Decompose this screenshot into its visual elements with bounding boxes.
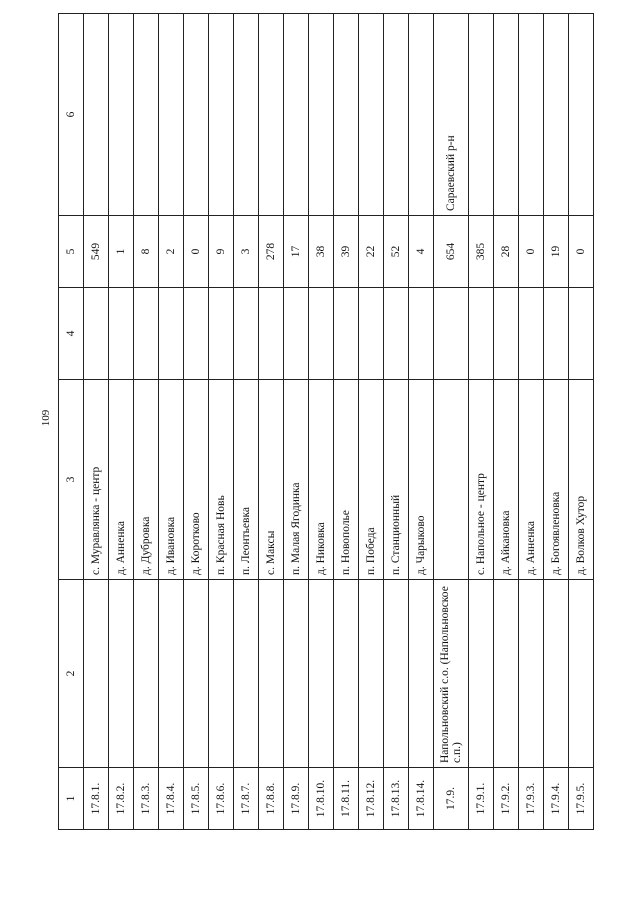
- row-population: 1: [109, 216, 134, 288]
- row-population: 19: [544, 216, 569, 288]
- row-col4: [569, 288, 594, 380]
- row-note: [284, 14, 309, 216]
- table-row: [159, 14, 184, 830]
- row-code: 17.8.7.: [234, 768, 259, 830]
- row-code: 17.8.3.: [134, 768, 159, 830]
- row-note: [84, 14, 109, 216]
- row-col4: [409, 288, 434, 380]
- row-settlement: [434, 380, 469, 580]
- row-district: [334, 580, 359, 768]
- row-col4: [84, 288, 109, 380]
- row-code: 17.8.5.: [184, 768, 209, 830]
- row-settlement: с. Напольное - центр: [469, 380, 494, 580]
- settlements-table: [58, 13, 594, 830]
- table-row: [259, 14, 284, 830]
- row-col4: [184, 288, 209, 380]
- row-population: 2: [159, 216, 184, 288]
- row-population: 22: [359, 216, 384, 288]
- row-district: [494, 580, 519, 768]
- row-population: 17: [284, 216, 309, 288]
- row-district: [309, 580, 334, 768]
- header-col-6: 6: [59, 14, 84, 216]
- row-note: [159, 14, 184, 216]
- row-code: 17.9.2.: [494, 768, 519, 830]
- row-code: 17.8.14.: [409, 768, 434, 830]
- row-settlement: д. Богоявленовка: [544, 380, 569, 580]
- row-population: 4: [409, 216, 434, 288]
- row-district: [359, 580, 384, 768]
- row-population: 3: [234, 216, 259, 288]
- row-population: 8: [134, 216, 159, 288]
- row-settlement: п. Станционный: [384, 380, 409, 580]
- table-row: [384, 14, 409, 830]
- row-note: [384, 14, 409, 216]
- table-row: [84, 14, 109, 830]
- row-population: 278: [259, 216, 284, 288]
- row-district: Напольновский с.о. (Напольновское с.п.): [434, 580, 469, 768]
- table-row: [494, 14, 519, 830]
- row-population: 39: [334, 216, 359, 288]
- row-col4: [159, 288, 184, 380]
- row-district: [159, 580, 184, 768]
- row-code: 17.8.1.: [84, 768, 109, 830]
- row-note: [134, 14, 159, 216]
- table-row: [209, 14, 234, 830]
- row-col4: [334, 288, 359, 380]
- table-body: [84, 14, 594, 830]
- row-code: 17.8.4.: [159, 768, 184, 830]
- header-col-3: 3: [59, 380, 84, 580]
- row-district: [109, 580, 134, 768]
- row-code: 17.9.1.: [469, 768, 494, 830]
- row-col4: [434, 288, 469, 380]
- table-row: [184, 14, 209, 830]
- row-district: [569, 580, 594, 768]
- row-note: [494, 14, 519, 216]
- row-settlement: д. Коротково: [184, 380, 209, 580]
- row-col4: [519, 288, 544, 380]
- row-settlement: п. Малая Ягодинка: [284, 380, 309, 580]
- row-population: 385: [469, 216, 494, 288]
- row-code: 17.8.13.: [384, 768, 409, 830]
- row-code: 17.9.4.: [544, 768, 569, 830]
- row-settlement: д. Ивановка: [159, 380, 184, 580]
- row-note: [234, 14, 259, 216]
- table-row: [234, 14, 259, 830]
- row-settlement: п. Победа: [359, 380, 384, 580]
- header-col-4: 4: [59, 288, 84, 380]
- row-col4: [134, 288, 159, 380]
- table-row: [469, 14, 494, 830]
- row-note: [469, 14, 494, 216]
- table-row: [569, 14, 594, 830]
- row-settlement: д. Анненка: [519, 380, 544, 580]
- row-note: [109, 14, 134, 216]
- row-district: [519, 580, 544, 768]
- row-settlement: п. Красная Новь: [209, 380, 234, 580]
- row-settlement: п. Леонтьевка: [234, 380, 259, 580]
- row-population: 549: [84, 216, 109, 288]
- row-note: [259, 14, 284, 216]
- row-settlement: п. Новополье: [334, 380, 359, 580]
- row-note: [334, 14, 359, 216]
- table-row: [134, 14, 159, 830]
- row-settlement: д. Никовка: [309, 380, 334, 580]
- row-col4: [234, 288, 259, 380]
- table-row: [284, 14, 309, 830]
- row-note: [544, 14, 569, 216]
- row-col4: [494, 288, 519, 380]
- row-settlement: д. Анненка: [109, 380, 134, 580]
- row-col4: [259, 288, 284, 380]
- row-code: 17.9.3.: [519, 768, 544, 830]
- row-code: 17.8.9.: [284, 768, 309, 830]
- table-row: [359, 14, 384, 830]
- header-col-1: 1: [59, 768, 84, 830]
- row-settlement: с. Максы: [259, 380, 284, 580]
- row-note: [519, 14, 544, 216]
- row-col4: [469, 288, 494, 380]
- row-district: [134, 580, 159, 768]
- row-code: 17.9.: [434, 768, 469, 830]
- row-district: [469, 580, 494, 768]
- row-population: 0: [569, 216, 594, 288]
- row-col4: [384, 288, 409, 380]
- row-settlement: д. Волков Хутор: [569, 380, 594, 580]
- row-code: 17.8.2.: [109, 768, 134, 830]
- row-district: [184, 580, 209, 768]
- document-table-container: [58, 30, 618, 830]
- row-note: Сараевский р-н: [434, 14, 469, 216]
- row-code: 17.8.10.: [309, 768, 334, 830]
- row-col4: [209, 288, 234, 380]
- row-code: 17.8.11.: [334, 768, 359, 830]
- row-note: [184, 14, 209, 216]
- row-district: [84, 580, 109, 768]
- row-settlement: д. Дубровка: [134, 380, 159, 580]
- row-district: [544, 580, 569, 768]
- row-settlement: с. Муравлянка - центр: [84, 380, 109, 580]
- row-col4: [309, 288, 334, 380]
- header-col-5: 5: [59, 216, 84, 288]
- row-district: [384, 580, 409, 768]
- row-note: [209, 14, 234, 216]
- row-population: 9: [209, 216, 234, 288]
- row-district: [234, 580, 259, 768]
- table-row: [409, 14, 434, 830]
- row-population: 0: [184, 216, 209, 288]
- table-row: [109, 14, 134, 830]
- row-note: [409, 14, 434, 216]
- row-col4: [109, 288, 134, 380]
- row-district: [409, 580, 434, 768]
- row-note: [569, 14, 594, 216]
- row-code: 17.9.5.: [569, 768, 594, 830]
- row-district: [259, 580, 284, 768]
- row-note: [309, 14, 334, 216]
- row-code: 17.8.8.: [259, 768, 284, 830]
- row-population: 38: [309, 216, 334, 288]
- row-district: [284, 580, 309, 768]
- row-code: 17.8.12.: [359, 768, 384, 830]
- header-row: [59, 14, 84, 830]
- page-number: 109: [40, 409, 52, 427]
- table-row: [544, 14, 569, 830]
- row-settlement: д. Айкановка: [494, 380, 519, 580]
- row-population: 52: [384, 216, 409, 288]
- row-population: 0: [519, 216, 544, 288]
- row-settlement: д. Чарыково: [409, 380, 434, 580]
- table-row: [309, 14, 334, 830]
- table-row: [519, 14, 544, 830]
- row-population: 654: [434, 216, 469, 288]
- row-col4: [359, 288, 384, 380]
- row-col4: [284, 288, 309, 380]
- row-col4: [544, 288, 569, 380]
- row-note: [359, 14, 384, 216]
- row-population: 28: [494, 216, 519, 288]
- row-district: [209, 580, 234, 768]
- header-col-2: 2: [59, 580, 84, 768]
- table-row: [434, 14, 469, 830]
- table-row: [334, 14, 359, 830]
- row-code: 17.8.6.: [209, 768, 234, 830]
